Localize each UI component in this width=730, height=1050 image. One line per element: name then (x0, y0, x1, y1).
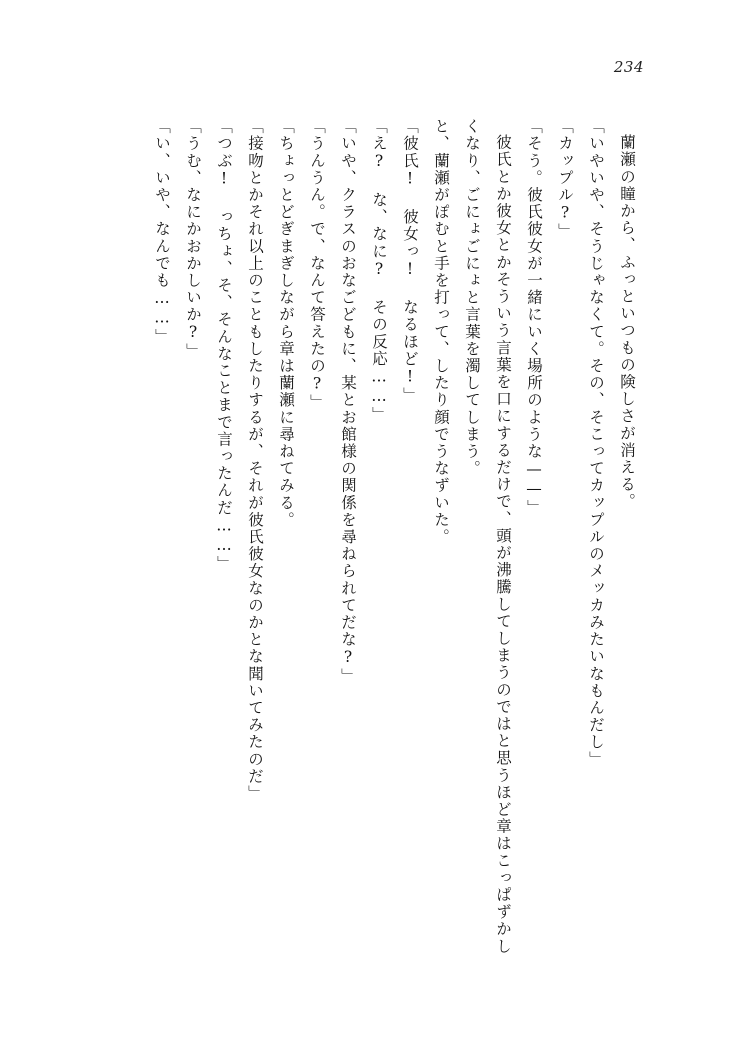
paragraph: 「接吻とかそれ以上のこともしたりするが、それが彼氏彼女なのかとな聞いてみたのだ」 (246, 118, 264, 802)
paragraph: 「え? な、なに? その反応……」 (370, 118, 388, 424)
paragraph: 蘭瀬の瞳から、ふっといつもの険しさが消える。 (618, 133, 636, 510)
paragraph: 「い、いや、なんでも……」 (153, 118, 171, 346)
paragraph: 「いや、クラスのおなごどもに、某とお館様の関係を尋ねられてだな?」 (339, 118, 357, 685)
paragraph: と、蘭瀬がぽむと手を打って、したり顔でうなずいた。 (432, 118, 450, 546)
paragraph: 「うむ、なにかおかしいか?」 (184, 118, 202, 360)
page-number: 234 (613, 58, 644, 76)
page-body-text (78, 118, 642, 958)
paragraph: 「ちょっとどぎまぎしながら章は蘭瀬に尋ねてみる。 (277, 118, 295, 529)
paragraph: 「つぶ! っちょ、そ、そんなことまで言ったんだ……」 (215, 118, 233, 573)
paragraph: 彼氏とか彼女とかそういう言葉を口にするだけで、頭が沸騰してしまうのではと思うほど章はこっぱずかしくなり、ごにょごにょと言葉を濁してしまう。 (463, 118, 512, 955)
paragraph: 「そう。彼氏彼女が一緒にいく場所のような——」 (525, 118, 543, 517)
paragraph: 「カップル?」 (556, 118, 574, 241)
paragraph: 「彼氏! 彼女っ! なるほど!」 (401, 118, 419, 405)
paragraph: 「いやいや、そうじゃなくて。その、そこってカップルのメッカみたいなもんだし」 (587, 118, 605, 768)
paragraph: 「うんうん。で、なんて答えたの?」 (308, 118, 326, 412)
